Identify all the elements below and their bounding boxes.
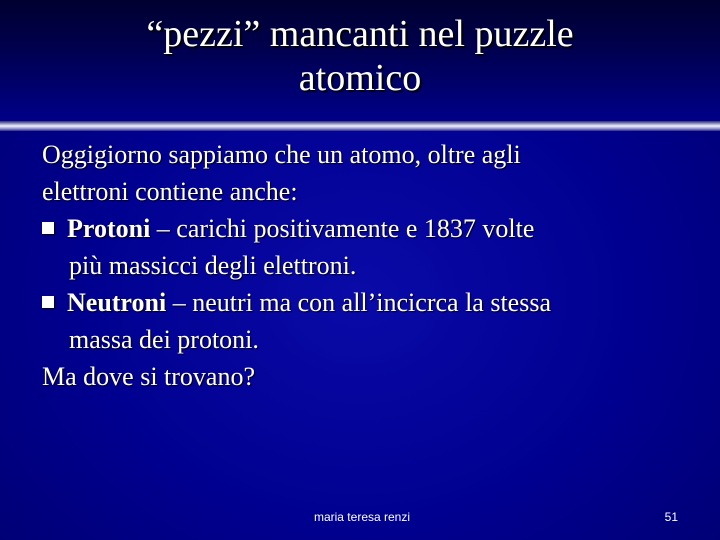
- slide-number: 51: [664, 510, 678, 524]
- slide-title-line-1: “pezzi” mancanti nel puzzle: [146, 13, 574, 55]
- bullet-text: – carichi positivamente e 1837 volte: [150, 214, 535, 243]
- closing-question: Ma dove si trovano?: [42, 362, 256, 391]
- bullet-text-continuation: massa dei protoni.: [69, 325, 259, 354]
- slide-title-line-2: atomico: [298, 57, 422, 99]
- square-bullet-icon: [42, 222, 54, 234]
- intro-line-2: elettroni contiene anche:: [42, 177, 298, 206]
- footer-author: maria teresa renzi: [313, 510, 411, 524]
- bullet-item-protons: [42, 210, 692, 284]
- bullet-item-neutrons: [42, 284, 692, 358]
- title-divider: [0, 121, 720, 131]
- square-bullet-icon: [42, 296, 54, 308]
- slide-title: [40, 12, 680, 100]
- slide-body: [42, 136, 692, 395]
- bullet-term: Protoni: [67, 214, 151, 243]
- bullet-text-continuation: più massicci degli elettroni.: [69, 251, 357, 280]
- bullet-text: – neutri ma con all’incicrca la stessa: [166, 288, 551, 317]
- bullet-term: Neutroni: [67, 288, 167, 317]
- intro-line-1: Oggigiorno sappiamo che un atomo, oltre agli: [42, 140, 521, 169]
